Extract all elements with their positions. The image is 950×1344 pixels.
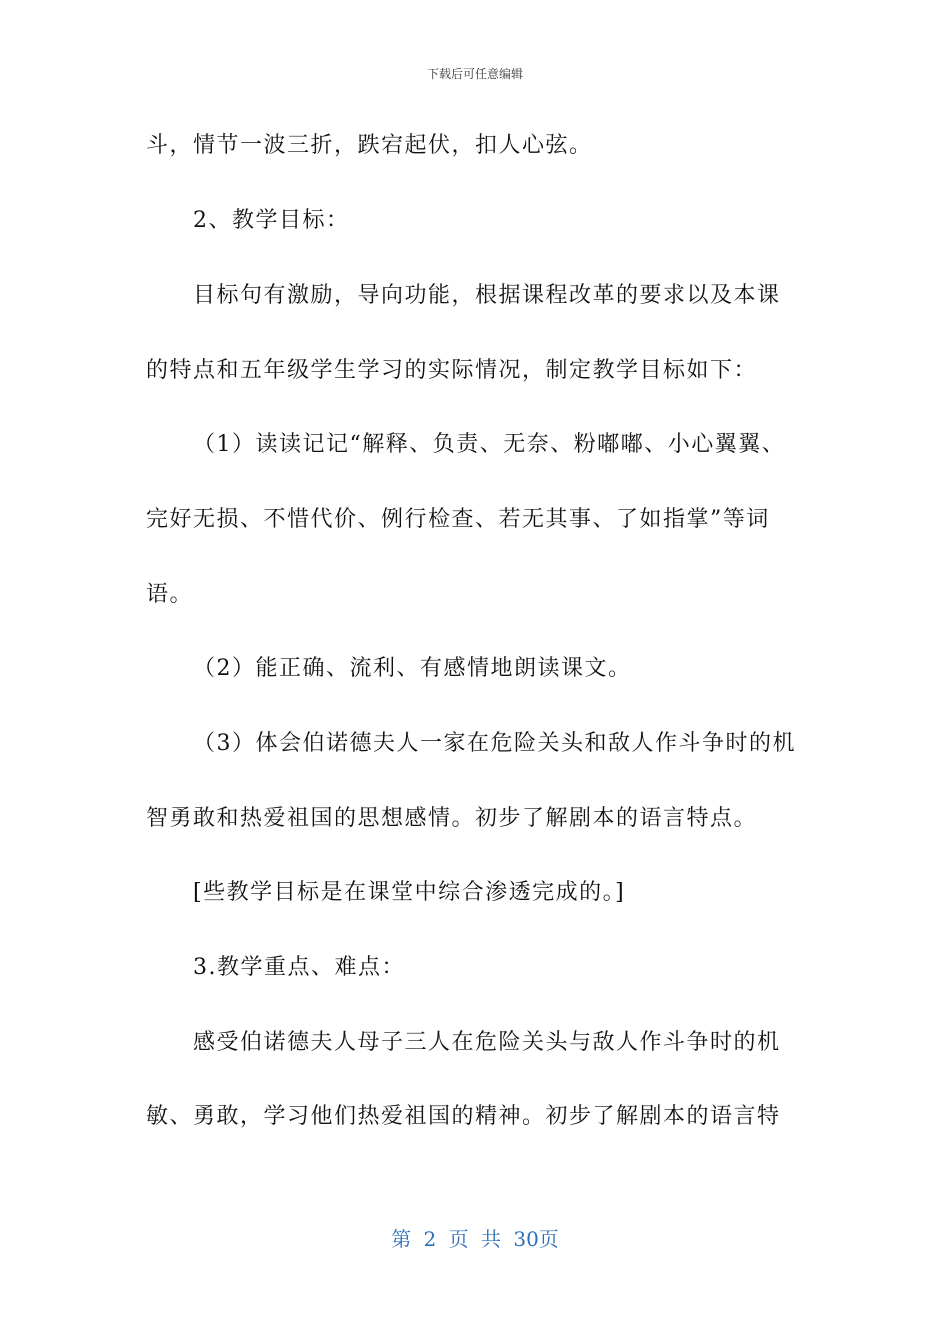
page-header: 下载后可任意编辑 — [426, 67, 523, 81]
section-heading: 3.教学重点、难点： — [193, 955, 405, 980]
paragraph-line: 感受伯诺德夫人母子三人在危险关头与敌人作斗争时的机 — [193, 1030, 781, 1055]
list-item: （3）体会伯诺德夫人一家在危险关头和敌人作斗争时的机 — [193, 731, 796, 756]
list-item: （2）能正确、流利、有感情地朗读课文。 — [193, 656, 632, 681]
list-item: （1）读读记记“解释、负责、无奈、粉嘟嘟、小心翼翼、 — [193, 432, 786, 457]
paragraph-line: 完好无损、不惜代价、例行检查、若无其事、了如指掌”等词 — [146, 507, 770, 532]
paragraph-line: 智勇敢和热爱祖国的思想感情。初步了解剧本的语言特点。 — [146, 806, 758, 831]
section-heading: 2、教学目标： — [193, 208, 350, 233]
paragraph-line: 敏、勇敢，学习他们热爱祖国的精神。初步了解剧本的语言特 — [146, 1104, 781, 1129]
paragraph-line: [些教学目标是在课堂中综合渗透完成的。] — [193, 880, 626, 905]
paragraph-line: 的特点和五年级学生学习的实际情况，制定教学目标如下： — [146, 358, 758, 383]
paragraph-line: 目标句有激励，导向功能，根据课程改革的要求以及本课 — [193, 283, 781, 308]
page-number-footer: 第 2 页 共 30页 — [391, 1227, 559, 1251]
paragraph-line: 斗，情节一波三折，跌宕起伏，扣人心弦。 — [146, 133, 593, 158]
paragraph-line: 语。 — [146, 582, 194, 607]
